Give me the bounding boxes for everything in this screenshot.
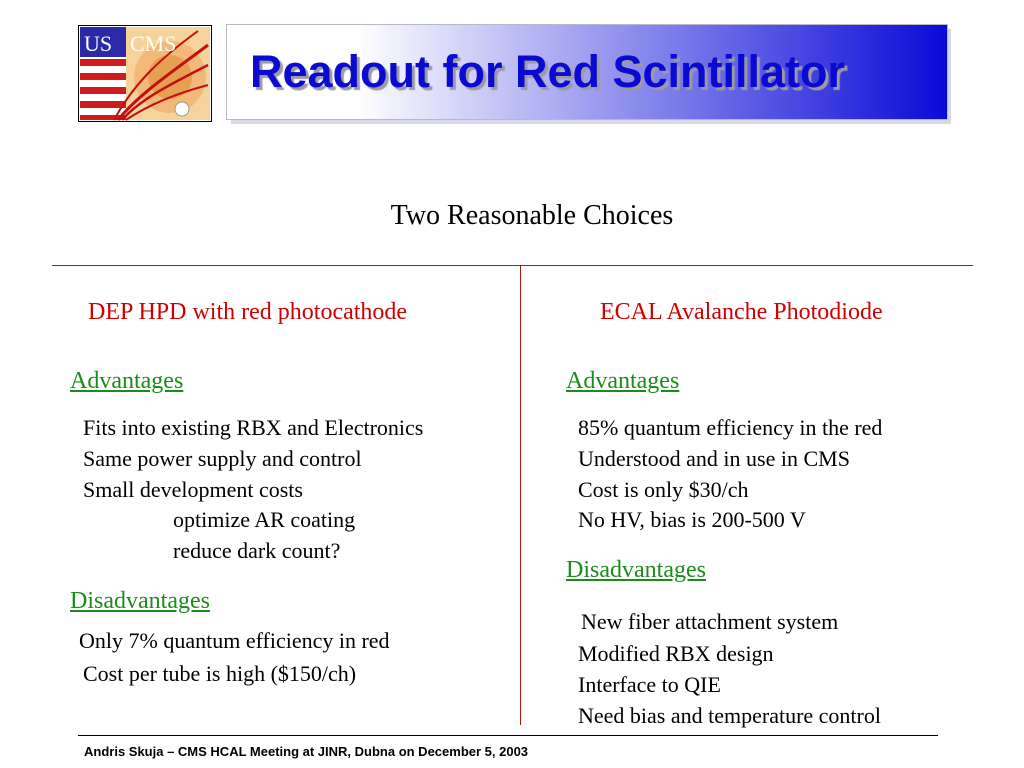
left-disadvantage-item: Only 7% quantum efficiency in red <box>79 628 390 653</box>
slide-subtitle: Two Reasonable Choices <box>390 200 674 231</box>
right-disadvantage-item: Need bias and temperature control <box>578 703 881 728</box>
right-column-heading: ECAL Avalanche Photodiode <box>600 299 883 325</box>
us-cms-logo-icon <box>78 25 212 122</box>
right-disadvantage-item: Interface to QIE <box>578 672 721 697</box>
left-advantage-item: Small development costs <box>83 477 303 502</box>
horizontal-divider <box>52 265 973 266</box>
right-advantage-item: No HV, bias is 200-500 V <box>578 507 806 532</box>
slide-footer: Andris Skuja – CMS HCAL Meeting at JINR, Dubna on December 5, 2003 <box>84 744 529 759</box>
left-advantage-item: Fits into existing RBX and Electronics <box>83 415 424 440</box>
left-advantage-item: Same power supply and control <box>83 446 362 471</box>
left-advantage-subitem: reduce dark count? <box>173 538 341 563</box>
left-column-heading: DEP HPD with red photocathode <box>88 299 408 325</box>
right-advantage-item: 85% quantum efficiency in the red <box>578 415 883 440</box>
right-advantage-item: Cost is only $30/ch <box>578 477 749 502</box>
right-advantages-heading: Advantages <box>566 368 680 394</box>
vertical-divider <box>520 266 521 725</box>
logo-text-us: US <box>84 31 113 56</box>
left-disadvantage-item: Cost per tube is high ($150/ch) <box>83 661 357 686</box>
right-advantage-item: Understood and in use in CMS <box>578 446 850 471</box>
left-disadvantages-heading: Disadvantages <box>70 588 210 614</box>
slide-title: Readout for Red Scintillator <box>250 46 846 97</box>
left-advantage-subitem: optimize AR coating <box>173 507 356 532</box>
left-advantages-heading: Advantages <box>70 368 184 394</box>
logo-text-cms: CMS <box>130 31 177 56</box>
right-disadvantage-item: Modified RBX design <box>578 641 774 666</box>
right-disadvantage-item: New fiber attachment system <box>581 609 839 634</box>
footer-divider <box>78 735 938 736</box>
right-disadvantages-heading: Disadvantages <box>566 557 706 583</box>
